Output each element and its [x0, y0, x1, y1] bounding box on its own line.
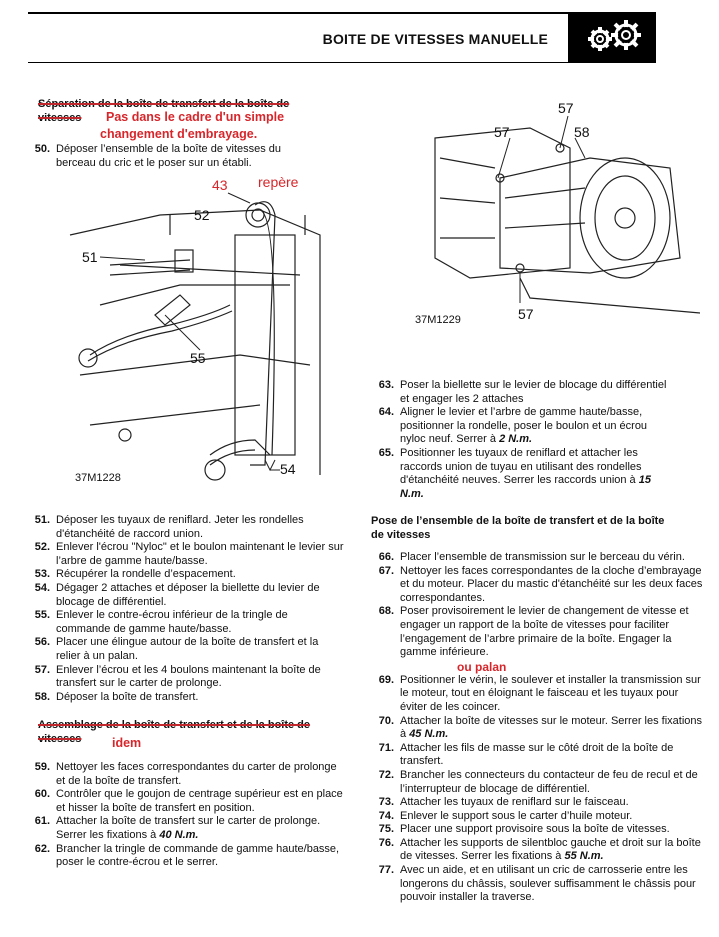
header-bottom-rule	[28, 62, 656, 63]
step-item	[364, 447, 674, 501]
step-number: 66.	[378, 551, 394, 563]
step-number: 54.	[34, 581, 50, 594]
step-text: Attacher la boîte de vitesses sur le moteur. Serrer les fixations à	[400, 714, 703, 741]
step-item	[364, 796, 704, 810]
section-heading-assemblage: Assemblage de la boîte de transfert et de la boîte de vitesses	[38, 719, 311, 745]
step-text: Positionner le vérin, le soulever et installer la transmission sur le moteur, tout en éloignant le faisceau et les tuyaux pour éviter de les coincer.	[400, 673, 701, 713]
step-text-wrap	[400, 810, 704, 824]
figure-reference: 37M1228	[75, 472, 121, 484]
step-text-wrap	[56, 815, 345, 842]
step-text: Attacher les tuyaux de reniflard sur le faisceau.	[400, 796, 629, 809]
step-number: 64.	[378, 406, 394, 419]
step-item	[364, 823, 704, 837]
step-text-wrap	[400, 605, 704, 659]
step-text-wrap	[400, 864, 704, 905]
page-title: BOITE DE VITESSES MANUELLE	[322, 31, 548, 47]
step-number: 62.	[34, 842, 50, 855]
step-text-wrap	[56, 788, 345, 815]
step-item	[364, 715, 704, 742]
step-text-wrap	[400, 406, 674, 447]
step-number: 69.	[378, 673, 394, 686]
step-text-wrap	[400, 742, 704, 769]
step-list	[20, 143, 320, 170]
step-text: Récupérer la rondelle d’espacement.	[56, 568, 236, 581]
step-text-wrap	[400, 769, 704, 796]
callout-57: 57	[558, 100, 574, 116]
step-number: 73.	[378, 796, 394, 809]
step-item	[364, 551, 704, 565]
step-number: 77.	[378, 864, 394, 877]
step-text: Placer une support provisoire sous la boîte de vitesses.	[400, 823, 670, 836]
step-text-wrap	[56, 636, 345, 663]
step-item	[20, 143, 320, 170]
step-text: Poser la biellette sur le levier de blocage du différentiel et engager les 2 attaches	[400, 379, 667, 405]
step-text-wrap	[56, 568, 345, 582]
step-text-wrap	[400, 796, 704, 810]
step-item	[20, 636, 345, 663]
section-heading-separation: Séparation de la boîte de transfert de la boîte de vitesses	[38, 98, 290, 124]
step-item	[364, 565, 704, 606]
step-number: 51.	[34, 514, 50, 526]
step-item	[364, 864, 704, 905]
step-number: 60.	[34, 788, 50, 801]
step-number: 55.	[34, 609, 50, 622]
transfer-box-drawing	[60, 175, 330, 495]
step-text: Aligner le levier et l’arbre de gamme haute/basse, positionner la rondelle, poser le boulon et un écrou nyloc neuf. Serrer à	[400, 406, 648, 446]
handwritten-note: ou palan	[457, 660, 507, 674]
step-item	[364, 810, 704, 824]
step-text: Attacher la boîte de transfert sur le carter de prolonge. Serrer les fixations à	[56, 815, 321, 841]
torque-value: 15 N.m.	[400, 474, 651, 500]
step-list	[364, 379, 674, 501]
step-text-wrap	[56, 664, 345, 691]
step-text-wrap	[400, 551, 704, 565]
handwritten-note: idem	[112, 736, 142, 750]
step-text-wrap	[400, 674, 704, 715]
step-text: Déposer l’ensemble de la boîte de vitesses du berceau du cric et le poser sur un établi.	[56, 143, 282, 169]
step-text: Brancher les connecteurs du contacteur de feu de recul et de l’interrupteur de blocage de différentiel.	[400, 768, 698, 795]
step-number: 65.	[378, 446, 394, 459]
step-text-wrap	[400, 447, 674, 501]
illustration-37M1229	[410, 98, 705, 338]
step-text: Déposer la boîte de transfert.	[56, 690, 199, 703]
step-item	[20, 843, 345, 870]
torque-value: 55 N.m.	[564, 850, 604, 863]
callout-52: 52	[194, 207, 210, 223]
step-text: Enlever l’écrou et les 4 boulons maintenant la boîte de transfert sur le carter de prolonge.	[56, 663, 321, 690]
step-number: 59.	[34, 761, 50, 773]
illustration-37M1228	[60, 175, 330, 495]
step-item	[20, 541, 345, 568]
callout-57: 57	[518, 306, 534, 322]
torque-value: 40 N.m.	[159, 828, 199, 841]
step-text: Positionner les tuyaux de reniflard et attacher les raccords union de tuyau en utilisant des rondelles d'étanchéité neuves. Serrer les raccords union à	[400, 446, 642, 487]
step-text-wrap	[400, 715, 704, 742]
step-item	[20, 582, 345, 609]
step-item	[364, 769, 704, 796]
step-item	[20, 609, 345, 636]
step-list	[364, 551, 704, 905]
callout-43: 43	[212, 177, 228, 193]
step-number: 53.	[34, 568, 50, 581]
step-text: Contrôler que le goujon de centrage supérieur est en place et hisser la boîte de transfert en position.	[56, 788, 343, 814]
step-item	[364, 837, 704, 864]
callout-55: 55	[190, 350, 206, 366]
step-text: Placer une élingue autour de la boîte de transfert et la relier à un palan.	[56, 636, 319, 662]
torque-value: 45 N.m.	[409, 728, 449, 741]
torque-value: 2 N.m.	[499, 433, 533, 446]
step-text-wrap	[56, 761, 345, 788]
step-text: Nettoyer les faces correspondantes de la cloche d’embrayage et du moteur. Placer du mastic d'étanchéité sur les deux faces correspondantes.	[400, 564, 703, 604]
step-list	[20, 761, 345, 870]
step-number: 50.	[34, 143, 50, 155]
step-item	[364, 605, 704, 659]
step-item	[364, 406, 674, 447]
step-item	[364, 379, 674, 406]
callout-58: 58	[574, 124, 590, 140]
step-text-wrap	[56, 514, 345, 541]
step-number: 57.	[34, 663, 50, 676]
step-number: 56.	[34, 636, 50, 649]
step-item	[20, 514, 345, 541]
callout-51: 51	[82, 249, 98, 265]
step-text: Attacher les fils de masse sur le côté droit de la boîte de transfert.	[400, 741, 674, 768]
step-number: 68.	[378, 605, 394, 618]
step-item	[20, 761, 345, 788]
step-list	[20, 514, 345, 704]
step-text-wrap	[56, 609, 345, 636]
step-item	[20, 815, 345, 842]
section-heading-pose: Pose de l’ensemble de la boîte de transfert et de la boîte de vitesses	[371, 515, 665, 541]
step-number: 52.	[34, 541, 50, 554]
step-item	[20, 691, 345, 705]
step-text-wrap	[400, 823, 704, 837]
step-number: 70.	[378, 714, 394, 727]
step-number: 58.	[34, 690, 50, 703]
step-text-wrap	[56, 541, 345, 568]
handwritten-note: changement d'embrayage.	[100, 127, 258, 141]
step-text-wrap	[56, 843, 345, 870]
step-number: 71.	[378, 741, 394, 754]
step-number: 75.	[378, 823, 394, 836]
step-number: 67.	[378, 564, 394, 577]
transfer-box-drawing	[410, 98, 705, 338]
step-number: 76.	[378, 836, 394, 849]
step-text: Brancher la tringle de commande de gamme haute/basse, poser le contre-écrou et le serrer.	[56, 842, 340, 869]
step-text-wrap	[56, 582, 345, 609]
step-text-wrap	[400, 565, 704, 606]
step-text: Poser provisoirement le levier de changement de vitesse et engager un rapport de la boîte de vitesses pour faciliter l’engagement de l’arbre primaire de la boîte. Engager la gamme inférieure.	[400, 605, 689, 659]
step-number: 72.	[378, 768, 394, 781]
step-text: Avec un aide, et en utilisant un cric de carrosserie entre les longerons du châssis, soulever suffisamment le châssis pour pouvoir installer la traverse.	[400, 864, 696, 904]
step-text: Placer l’ensemble de transmission sur le berceau du vérin.	[400, 551, 685, 563]
header-rule	[28, 12, 656, 14]
gears-icon	[568, 12, 656, 62]
callout-54: 54	[280, 461, 296, 477]
step-text: Attacher les supports de silentbloc gauche et droit sur la boîte de vitesses. Serrer les fixations à	[400, 836, 701, 863]
step-text: Enlever le contre-écrou inférieur de la tringle de commande de gamme haute/basse.	[56, 609, 288, 635]
step-item	[20, 568, 345, 582]
step-text: Déposer les tuyaux de reniflard. Jeter les rondelles d'étanchéité de raccord union.	[56, 514, 304, 540]
callout-57: 57	[494, 124, 510, 140]
step-item	[364, 674, 704, 715]
handwritten-note: Pas dans le cadre d'un simple	[106, 110, 285, 124]
step-text: Enlever l'écrou "Nyloc" et le boulon maintenant le levier sur l’arbre de gamme haute/basse.	[56, 541, 344, 567]
step-item	[20, 788, 345, 815]
step-text-wrap	[56, 691, 345, 705]
step-item	[20, 664, 345, 691]
step-number: 63.	[378, 379, 394, 391]
step-text-wrap	[400, 379, 674, 406]
step-number: 61.	[34, 815, 50, 828]
step-text-wrap	[400, 837, 704, 864]
section-logo	[568, 12, 656, 62]
step-number: 74.	[378, 809, 394, 822]
step-item	[364, 742, 704, 769]
step-text: Nettoyer les faces correspondantes du carter de prolonge et de la boîte de transfert.	[56, 761, 337, 787]
figure-reference: 37M1229	[415, 314, 461, 326]
step-text: Enlever le support sous le carter d’huile moteur.	[400, 809, 633, 822]
step-text-wrap	[56, 143, 320, 170]
step-text: Dégager 2 attaches et déposer la biellette du levier de blocage de différentiel.	[56, 581, 320, 608]
callout-repere: repère	[258, 174, 299, 190]
